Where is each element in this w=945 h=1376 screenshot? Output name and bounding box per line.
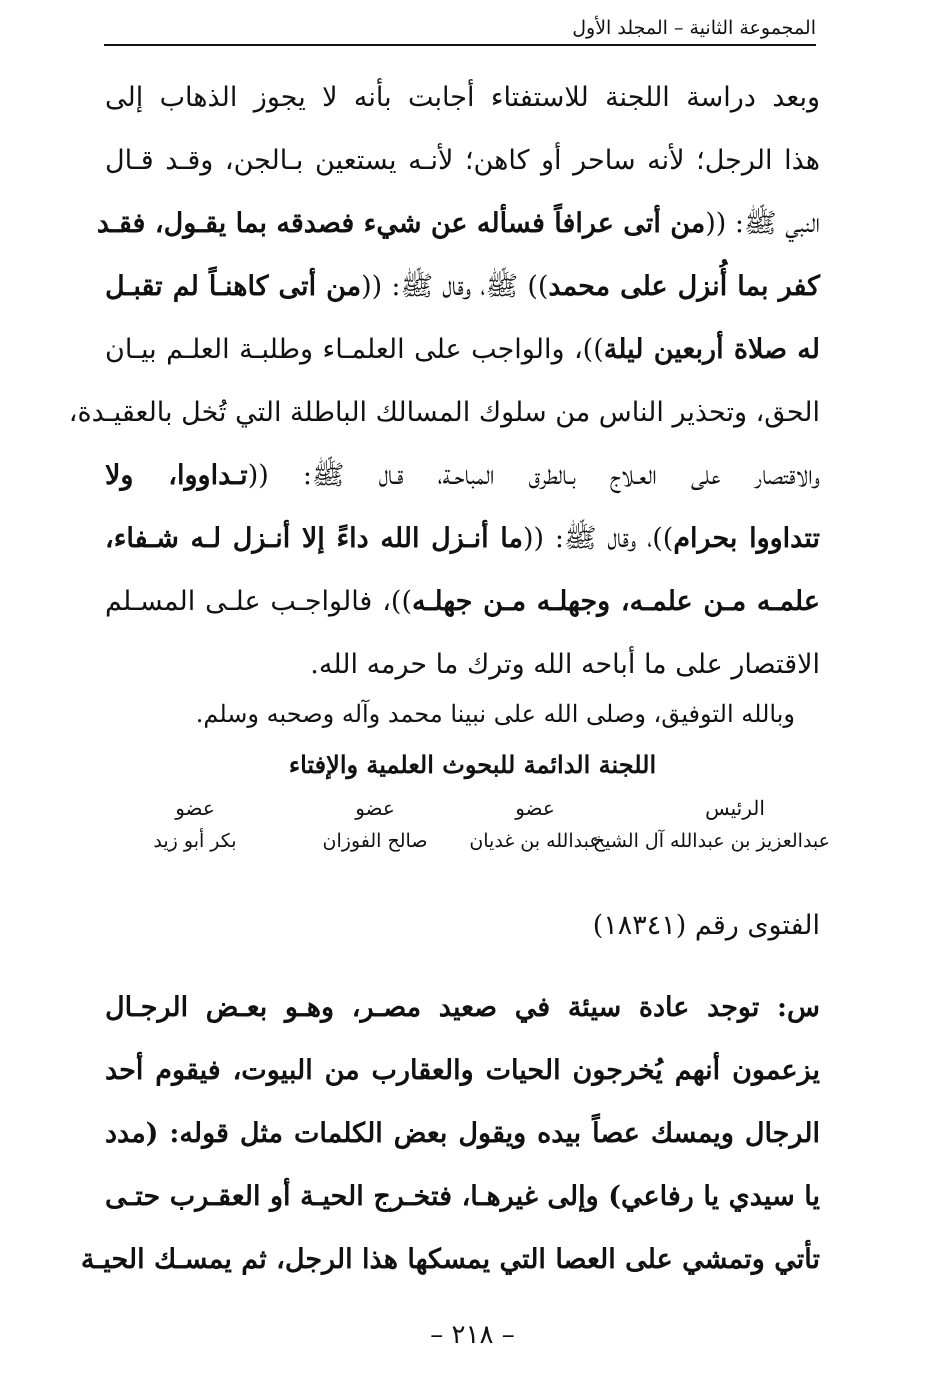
- answer-line: [105, 66, 820, 129]
- question-line: يا سيدي يا رفاعي) وإلى غيرهـا، فتخـرج الحيـة أو العقـرب حتـى: [105, 1181, 820, 1212]
- answer-line: [105, 318, 820, 381]
- hadith-text: علمـه مـن علمـه، وجهلـه مـن جهلـه: [411, 586, 820, 617]
- answer-text: ))، وقال ﷺ: ((: [522, 523, 674, 554]
- committee-name: اللجنة الدائمة للبحوث العلمية والإفتاء: [288, 750, 657, 779]
- answer-text: ))، فالواجـب علـى المسـلم: [105, 586, 412, 617]
- answer-text: )) ﷺ، وقال ﷺ: ((: [361, 271, 549, 302]
- question-paragraph: [80, 976, 821, 1291]
- signatory-name: صالح الفوزان: [322, 830, 428, 852]
- question-line: يزعمون أنهم يُخرجون الحيات والعقارب من البيوت، فيقوم أحد: [105, 1055, 820, 1086]
- answer-text: الحق، وتحذير الناس من سلوك المسالك الباطلة التي تُخل بالعقيـدة،: [68, 397, 820, 428]
- signatory-role: عضو: [355, 796, 395, 820]
- answer-text: والاقتصار على العـلاج بـالطرق المباحـة، قـال ﷺ: ((: [247, 460, 820, 491]
- running-header: [104, 14, 816, 46]
- signatory-role: عضو: [515, 796, 555, 820]
- signatory-role: عضو: [175, 796, 215, 820]
- signatory-member: [280, 796, 470, 852]
- answer-text: هذا الرجل؛ لأنه ساحر أو كاهن؛ لأنـه يستعين بـالجن، وقـد قـال: [105, 145, 820, 176]
- answer-line: [96, 192, 820, 255]
- answer-line: [105, 507, 820, 570]
- closing-line: وبالله التوفيق، وصلى الله على نبينا محمد وآله وصحبه وسلم.: [195, 700, 795, 728]
- hadith-text: من أتى كاهنـاً لم تقبـل: [105, 271, 362, 302]
- answer-text: وبعد دراسة اللجنة للاستفتاء أجابت بأنه لا يجوز الذهاب إلى: [105, 82, 820, 113]
- running-title: المجموعة الثانية – المجلد الأول: [566, 16, 816, 40]
- page-number: – ٢١٨ –: [430, 1320, 515, 1350]
- answer-line: [105, 129, 820, 192]
- hadith-text: ما أنـزل الله داءً إلا أنـزل لـه شـفاء،: [105, 523, 523, 554]
- answer-paragraph: [68, 66, 820, 696]
- signatory-president: [592, 796, 830, 852]
- fatwa-number: الفتوى رقم (١٨٣٤١): [592, 910, 820, 941]
- hadith-text: من أتى عرافاً فسأله عن شيء فصدقه بما يقـول، فقـد: [96, 208, 706, 239]
- question-line: الرجال ويمسك عصاً بيده ويقول بعض الكلمات مثل قوله: (مدد: [105, 1118, 821, 1149]
- answer-text: النبي ﷺ: ((: [705, 208, 820, 239]
- answer-line: [68, 381, 820, 444]
- hadith-text: تـداووا، ولا: [105, 460, 248, 491]
- signatory-role: الرئيس: [705, 796, 765, 820]
- question-line: تأتي وتمشي على العصا التي يمسكها هذا الرجل، ثم يمسـك الحيـة: [80, 1244, 820, 1275]
- answer-line: [105, 633, 820, 696]
- answer-line: [105, 444, 820, 507]
- signatory-name: عبدالعزيز بن عبدالله آل الشيخ: [592, 830, 830, 852]
- hadith-text: كفر بما أُنزل على محمد: [548, 271, 820, 302]
- hadith-text: تتداووا بحرام: [673, 523, 820, 554]
- hadith-text: له صلاة أربعين ليلة: [603, 334, 820, 365]
- answer-text: الاقتصار على ما أباحه الله وترك ما حرمه الله.: [310, 649, 820, 680]
- answer-line: [105, 570, 820, 633]
- question-line: س: توجد عادة سيئة في صعيد مصـر، وهـو بعـض الرجـال: [105, 992, 820, 1023]
- signatory-name: بكر أبو زيد: [153, 830, 237, 852]
- answer-line: [105, 255, 820, 318]
- signatory-member: [100, 796, 290, 852]
- signatory-name: عبدالله بن غديان: [469, 830, 601, 852]
- answer-text: ))، والواجب على العلمـاء وطلبـة العلـم بيـان: [105, 334, 604, 365]
